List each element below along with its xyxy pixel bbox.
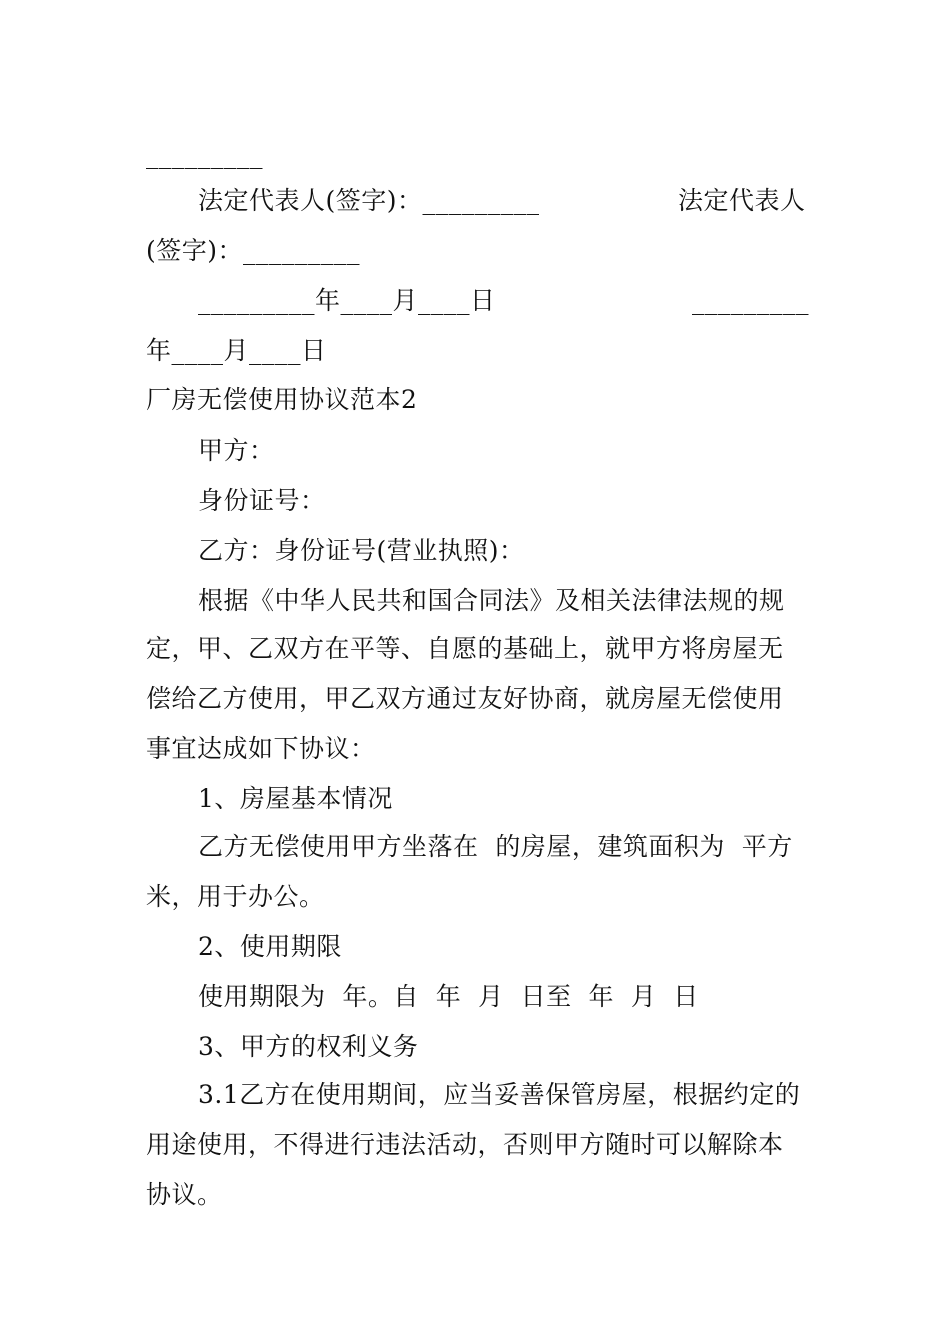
heading-1: 1、房屋基本情况 bbox=[198, 784, 393, 813]
date-a-line: _________年____月____日 bbox=[198, 286, 496, 315]
paragraph-3-line: 3.1乙方在使用期间，应当妥善保管房屋，根据约定的 bbox=[198, 1080, 801, 1109]
paragraph-1-line: 米，用于办公。 bbox=[146, 882, 325, 911]
heading-2: 2、使用期限 bbox=[198, 932, 342, 961]
signature-b-label-part1: 法定代表人 bbox=[678, 186, 806, 215]
party-a-label: 甲方： bbox=[198, 436, 275, 465]
paragraph-2: 使用期限为 年。自 年 月 日至 年 月 日 bbox=[198, 982, 699, 1011]
section-title: 厂房无偿使用协议范本2 bbox=[146, 385, 418, 414]
preamble-line: 定，甲、乙双方在平等、自愿的基础上，就甲方将房屋无 bbox=[146, 634, 784, 663]
preamble-line: 偿给乙方使用，甲乙双方通过友好协商，就房屋无偿使用 bbox=[146, 684, 784, 713]
preamble-line: 根据《中华人民共和国合同法》及相关法律法规的规 bbox=[198, 586, 785, 615]
paragraph-3-line: 用途使用，不得进行违法活动，否则甲方随时可以解除本 bbox=[146, 1130, 784, 1159]
date-b-line: 年____月____日 bbox=[146, 336, 327, 365]
party-b-label: 乙方：身份证号(营业执照)： bbox=[198, 536, 525, 565]
signature-a-label: 法定代表人(签字)：_________ bbox=[198, 186, 540, 215]
signature-b-label-part2: (签字)：_________ bbox=[146, 236, 361, 265]
date-b-blank: _________ bbox=[692, 286, 809, 315]
id-number-label: 身份证号： bbox=[198, 486, 326, 515]
top-blank-line: _________ bbox=[146, 140, 263, 169]
paragraph-3-line: 协议。 bbox=[146, 1180, 223, 1209]
paragraph-1-line: 乙方无偿使用甲方坐落在 的房屋，建筑面积为 平方 bbox=[198, 832, 793, 861]
preamble-line: 事宜达成如下协议： bbox=[146, 734, 376, 763]
heading-3: 3、甲方的权利义务 bbox=[198, 1032, 419, 1061]
